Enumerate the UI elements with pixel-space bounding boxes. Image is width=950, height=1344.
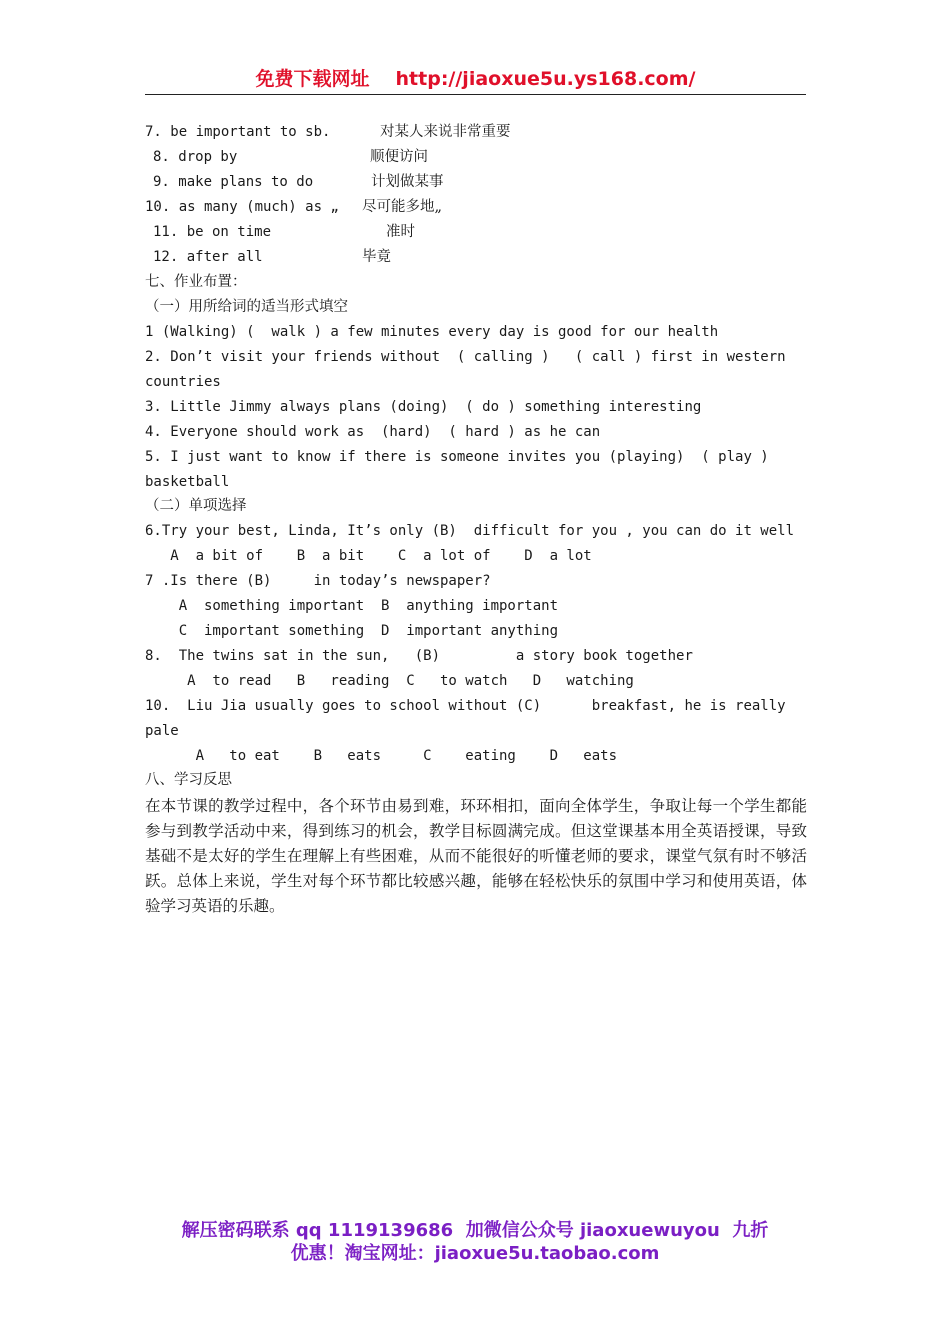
subsection-heading: （一）用所给词的适当形式填空 bbox=[145, 299, 348, 315]
footer-shop-link[interactable]: 优惠！淘宝网址：jiaoxue5u.taobao.com bbox=[290, 1243, 660, 1264]
question-options: A to read B reading C to watch D watching bbox=[145, 673, 634, 689]
question-line: 7 .Is there (B) in today’s newspaper? bbox=[145, 573, 491, 589]
question-line: 6.Try your best, Linda, It’s only (B) difficult for you , you can do it well bbox=[145, 523, 795, 539]
phrase-translation: 准时 bbox=[386, 224, 415, 240]
exercise-line: basketball bbox=[145, 474, 230, 490]
question-line: 10. Liu Jia usually goes to school without (C) breakfast, he is really bbox=[145, 698, 786, 714]
phrase-translation: 毕竟 bbox=[362, 249, 391, 265]
phrase-item: 7. be important to sb. bbox=[145, 124, 331, 140]
phrase-translation: 顺便访问 bbox=[370, 149, 428, 165]
phrase-item: 10. as many (much) as „ bbox=[145, 199, 339, 215]
question-options: A something important B anything important bbox=[145, 598, 559, 614]
question-line: pale bbox=[145, 723, 179, 739]
question-options: A to eat B eats C eating D eats bbox=[145, 748, 618, 764]
section-heading: 八、学习反思 bbox=[145, 772, 232, 788]
exercise-line: countries bbox=[145, 374, 221, 390]
exercise-line: 1 (Walking) ( walk ) a few minutes every day is good for our health bbox=[145, 324, 719, 340]
phrase-item: 9. make plans to do bbox=[153, 174, 314, 190]
footer-contact: 解压密码联系 qq 1119139686 加微信公众号 jiaoxuewuyou 九折 bbox=[181, 1220, 769, 1241]
phrase-item: 8. drop by bbox=[153, 149, 238, 165]
phrase-item: 12. after all bbox=[153, 249, 263, 265]
exercise-line: 5. I just want to know if there is someone invites you (playing) ( play ) bbox=[145, 449, 769, 465]
phrase-translation: 计划做某事 bbox=[371, 174, 444, 190]
phrase-translation: 对某人来说非常重要 bbox=[380, 124, 511, 140]
section-heading: 七、作业布置： bbox=[145, 274, 247, 290]
exercise-line: 3. Little Jimmy always plans (doing) ( do ) something interesting bbox=[145, 399, 702, 415]
subsection-heading: （二）单项选择 bbox=[145, 498, 247, 514]
page-header bbox=[145, 64, 806, 95]
phrase-translation: 尽可能多地„ bbox=[362, 199, 443, 215]
header-url-link[interactable]: http://jiaoxue5u.ys168.com/ bbox=[395, 68, 696, 90]
exercise-line: 4. Everyone should work as (hard) ( hard ) as he can bbox=[145, 424, 601, 440]
question-options: A a bit of B a bit C a lot of D a lot bbox=[145, 548, 592, 564]
exercise-line: 2. Don’t visit your friends without ( calling ) ( call ) first in western bbox=[145, 349, 786, 365]
question-line: 8. The twins sat in the sun, (B) a story book together bbox=[145, 648, 693, 664]
phrase-item: 11. be on time bbox=[153, 224, 272, 240]
header-label: 免费下载网址 bbox=[255, 68, 370, 90]
question-options: C important something D important anything bbox=[145, 623, 559, 639]
reflection-paragraph: 在本节课的教学过程中，各个环节由易到难，环环相扣，面向全体学生，争取让每一个学生都能参与到教学活动中来，得到练习的机会，教学目标圆满完成。但这堂课基本用全英语授课，导致基础不是太好的学生在理解上有些困难，从而不能很好的听懂老师的要求，课堂气氛有时不够活跃。总体上来说，学生对每个环节都比较感兴趣，能够在轻松快乐的氛围中学习和使用英语，体验学习英语的乐趣。 bbox=[145, 797, 807, 915]
